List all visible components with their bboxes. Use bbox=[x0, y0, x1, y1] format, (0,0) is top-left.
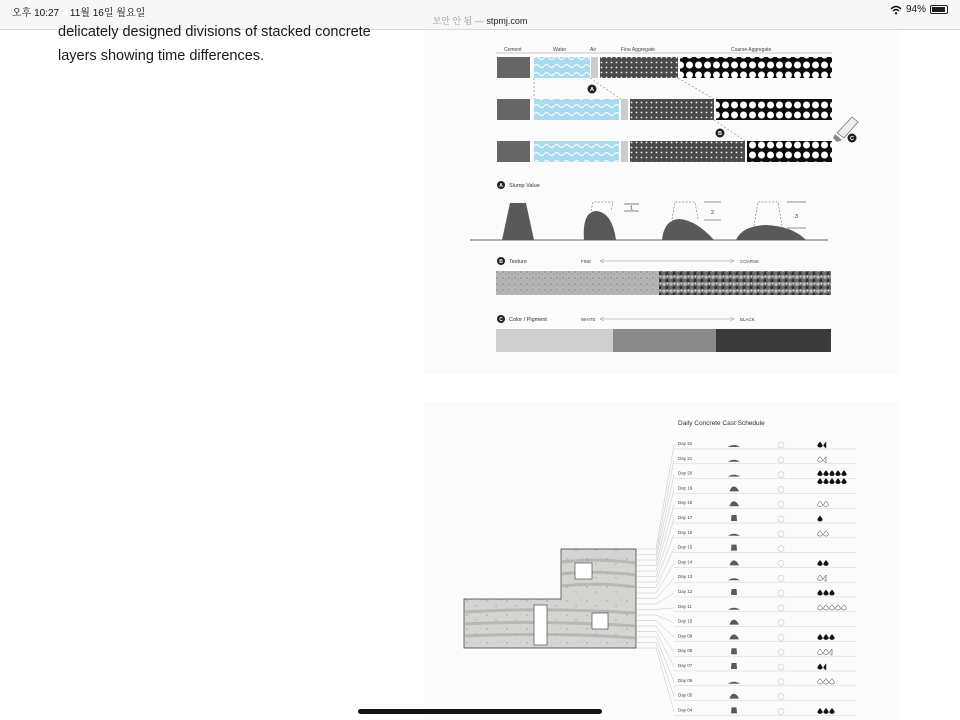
pigment-dot bbox=[778, 516, 784, 522]
slump-glyph bbox=[731, 648, 737, 654]
color-from: WHITE bbox=[581, 317, 596, 322]
svg-text:B: B bbox=[718, 131, 722, 137]
slump-glyph bbox=[731, 515, 737, 521]
svg-text:A: A bbox=[590, 87, 594, 93]
day-label: Day 22 bbox=[678, 441, 693, 446]
water-header: Water bbox=[553, 47, 567, 53]
schedule-row bbox=[674, 619, 856, 627]
pigment-dot bbox=[778, 560, 784, 566]
slump-glyph bbox=[730, 501, 740, 506]
water-drops bbox=[818, 531, 829, 537]
fan-lines bbox=[636, 445, 674, 711]
marker-c bbox=[848, 134, 857, 143]
color-to: BLACK bbox=[740, 317, 755, 322]
schedule-row bbox=[674, 633, 856, 641]
day-label: Day 07 bbox=[678, 663, 693, 668]
schedule-row bbox=[674, 559, 856, 567]
schedule-rows bbox=[674, 441, 856, 715]
wifi-icon bbox=[890, 5, 902, 15]
schedule-row bbox=[674, 663, 856, 671]
day-label: Day 16 bbox=[678, 529, 693, 535]
texture-title: Texture bbox=[509, 259, 528, 265]
slump-section bbox=[470, 181, 828, 240]
day-label: Day 11 bbox=[678, 603, 692, 609]
pigment-dot bbox=[778, 442, 784, 448]
schedule-row bbox=[674, 707, 856, 715]
schedule-row bbox=[674, 530, 856, 538]
day-label: Day 09 bbox=[678, 633, 693, 639]
slump-glyph bbox=[731, 707, 737, 713]
pigment-dot bbox=[778, 620, 784, 626]
water-drops bbox=[818, 664, 826, 670]
schedule-row bbox=[674, 604, 856, 612]
slump-level-1: 1 bbox=[629, 205, 634, 212]
pigment-dot bbox=[778, 575, 784, 581]
day-label: Day 18 bbox=[678, 500, 693, 506]
svg-text:C: C bbox=[499, 317, 503, 323]
day-label: Day 21 bbox=[678, 455, 693, 461]
schedule-row bbox=[674, 574, 856, 582]
pigment-dot bbox=[778, 634, 784, 640]
mix-row-2 bbox=[497, 99, 832, 120]
status-time: 오후 10:27 bbox=[12, 8, 60, 19]
slump-title: Slump Value bbox=[509, 183, 540, 189]
battery-percent: 94% bbox=[905, 4, 926, 15]
day-label: Day 06 bbox=[678, 677, 693, 683]
water-drops bbox=[818, 470, 847, 484]
pigment-dot bbox=[778, 708, 784, 714]
marker-b bbox=[716, 129, 725, 138]
article-line-1: delicately designed divisions of stacked concrete bbox=[58, 24, 371, 40]
color-section bbox=[496, 315, 831, 352]
schedule-row bbox=[674, 441, 856, 449]
pigment-dot bbox=[778, 605, 784, 611]
schedule-row bbox=[674, 589, 856, 597]
pigment-dot bbox=[778, 590, 784, 596]
water-drops bbox=[818, 560, 829, 566]
pigment-dot bbox=[778, 472, 784, 478]
article-line-2: layers showing time differences. bbox=[58, 48, 265, 64]
slump-level-2: 2 bbox=[710, 210, 715, 216]
slump-glyph bbox=[728, 578, 740, 580]
pigment-dot bbox=[778, 501, 784, 507]
pigment-dot bbox=[778, 457, 784, 463]
schedule-row bbox=[674, 693, 856, 701]
fine-aggregate-header: Fine Aggregate bbox=[621, 47, 655, 53]
water-drops bbox=[818, 634, 835, 640]
water-drops bbox=[818, 649, 832, 655]
pigment-dot bbox=[778, 679, 784, 685]
pigment-dot bbox=[778, 486, 784, 492]
concrete-wall-elevation bbox=[464, 549, 636, 648]
texture-from: FINE bbox=[581, 259, 592, 264]
day-label: Day 19 bbox=[678, 485, 693, 491]
water-drops bbox=[818, 457, 826, 463]
pigment-dot bbox=[778, 649, 784, 655]
coarse-aggregate-header: Coarse Aggregate bbox=[731, 47, 772, 53]
concrete-mix-diagram bbox=[424, 30, 900, 374]
battery-icon bbox=[930, 5, 948, 14]
slump-glyph bbox=[728, 475, 740, 477]
cement-header: Cement bbox=[504, 47, 522, 53]
security-label: 보안 안 됨 — bbox=[432, 16, 484, 26]
schedule-row bbox=[674, 678, 856, 686]
slump-level-3: 3 bbox=[794, 214, 799, 220]
day-label: Day 13 bbox=[678, 574, 693, 580]
day-label: Day 08 bbox=[678, 648, 693, 654]
day-label: Day 04 bbox=[678, 707, 693, 713]
pigment-dot bbox=[778, 664, 784, 670]
water-drops bbox=[818, 516, 823, 522]
water-drops bbox=[818, 501, 829, 507]
schedule-title: Daily Concrete Cast Schedule bbox=[678, 420, 765, 427]
day-label: Day 10 bbox=[678, 618, 693, 624]
schedule-row bbox=[674, 500, 856, 508]
water-drops bbox=[818, 442, 826, 448]
cast-schedule-diagram bbox=[424, 402, 900, 720]
slump-glyph bbox=[731, 589, 737, 595]
texture-to: COARSE bbox=[740, 259, 760, 264]
slump-glyph bbox=[731, 663, 737, 669]
day-label: Day 17 bbox=[678, 515, 693, 520]
svg-text:A: A bbox=[499, 183, 503, 189]
air-header: Air bbox=[590, 47, 597, 53]
slump-glyph bbox=[728, 460, 740, 462]
water-drops bbox=[818, 679, 835, 685]
water-drops bbox=[818, 590, 835, 596]
column-headers bbox=[504, 47, 772, 53]
status-date: 11월 16일 월요일 bbox=[69, 8, 146, 19]
day-label: Day 05 bbox=[678, 692, 693, 698]
domain-label: stpmj.com bbox=[486, 16, 528, 26]
pigment-dot bbox=[778, 531, 784, 537]
slump-glyph bbox=[728, 445, 740, 447]
slump-glyph bbox=[728, 608, 740, 610]
color-title: Color / Pigment bbox=[509, 317, 547, 323]
schedule-row bbox=[674, 470, 856, 484]
marker-a bbox=[588, 85, 597, 94]
day-label: Day 14 bbox=[678, 559, 693, 565]
slump-glyph bbox=[728, 682, 740, 684]
slump-glyph bbox=[728, 534, 740, 536]
svg-text:C: C bbox=[850, 136, 854, 142]
schedule-row bbox=[674, 456, 856, 464]
schedule-row bbox=[674, 485, 856, 493]
slump-glyph bbox=[730, 620, 740, 625]
water-drops bbox=[818, 575, 826, 581]
water-drops bbox=[818, 708, 835, 714]
mix-row-1 bbox=[497, 57, 832, 78]
pigment-dot bbox=[778, 694, 784, 700]
day-label: Day 12 bbox=[678, 589, 693, 594]
slump-glyph bbox=[730, 694, 740, 699]
day-label: Day 15 bbox=[678, 544, 693, 550]
slump-glyph bbox=[731, 545, 737, 551]
day-label: Day 20 bbox=[678, 470, 693, 476]
svg-text:B: B bbox=[499, 259, 503, 265]
article-text bbox=[58, 14, 388, 67]
home-indicator[interactable] bbox=[358, 709, 602, 714]
mix-row-3 bbox=[497, 141, 832, 162]
water-drops bbox=[818, 605, 847, 611]
schedule-row bbox=[674, 515, 856, 523]
schedule-row bbox=[674, 545, 856, 553]
texture-section bbox=[496, 257, 831, 295]
schedule-row bbox=[674, 648, 856, 656]
slump-glyph bbox=[730, 634, 740, 639]
slump-glyph bbox=[730, 486, 740, 491]
slump-glyph bbox=[730, 560, 740, 565]
pigment-dot bbox=[778, 546, 784, 552]
